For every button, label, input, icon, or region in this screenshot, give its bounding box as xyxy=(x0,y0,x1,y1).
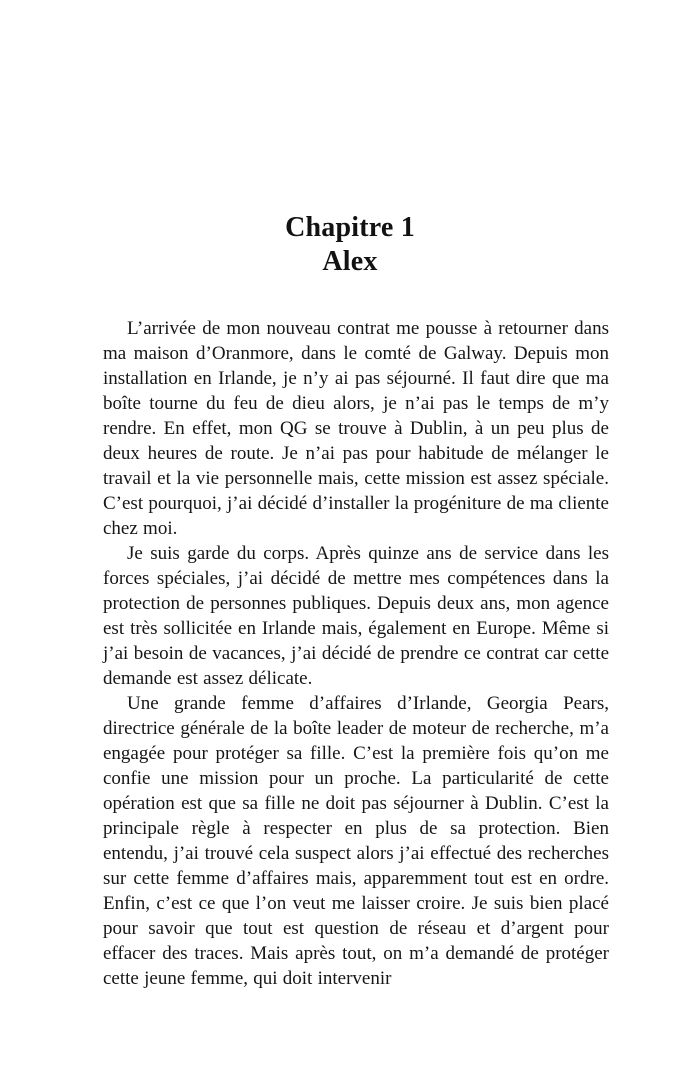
chapter-heading xyxy=(0,0,700,279)
chapter-title: Chapitre 1 xyxy=(285,212,415,243)
paragraph-1: L’arrivée de mon nouveau contrat me pousse à retourner dans ma maison d’Oranmore, dans le comté de Galway. Depuis mon installation en Irlande, je n’y ai pas séjourné. Il faut dire que ma boîte tourne du feu de dieu alors, je n’ai pas le temps de m’y rendre. En effet, mon QG se trouve à Dublin, à un peu plus de deux heures de route. Je n’ai pas pour habitude de mélanger le travail et la vie personnelle mais, cette mission est assez spéciale. C’est pourquoi, j’ai décidé d’installer la progéniture de ma cliente chez moi. xyxy=(103,318,609,539)
chapter-body xyxy=(103,316,609,991)
paragraph-3: Une grande femme d’affaires d’Irlande, Georgia Pears, directrice générale de la boîte leader de moteur de recherche, m’a engagée pour protéger sa fille. C’est la première fois qu’on me confie une mission pour un proche. La particularité de cette opération est que sa fille ne doit pas séjourner à Dublin. C’est la principale règle à respecter en plus de sa protection. Bien entendu, j’ai trouvé cela suspect alors j’ai effectué des recherches sur cette femme d’affaires mais, apparemment tout est en ordre. Enfin, c’est ce que l’on veut me laisser croire. Je suis bien placé pour savoir que tout est question de réseau et d’argent pour effacer des traces. Mais après tout, on m’a demandé de protéger cette jeune femme, qui doit intervenir xyxy=(103,693,609,989)
chapter-subtitle: Alex xyxy=(322,246,378,277)
paragraph-2: Je suis garde du corps. Après quinze ans de service dans les forces spéciales, j’ai décidé de mettre mes compétences dans la protection de personnes publiques. Depuis deux ans, mon agence est très sollicitée en Irlande mais, également en Europe. Même si j’ai besoin de vacances, j’ai décidé de prendre ce contrat car cette demande est assez délicate. xyxy=(103,543,609,689)
